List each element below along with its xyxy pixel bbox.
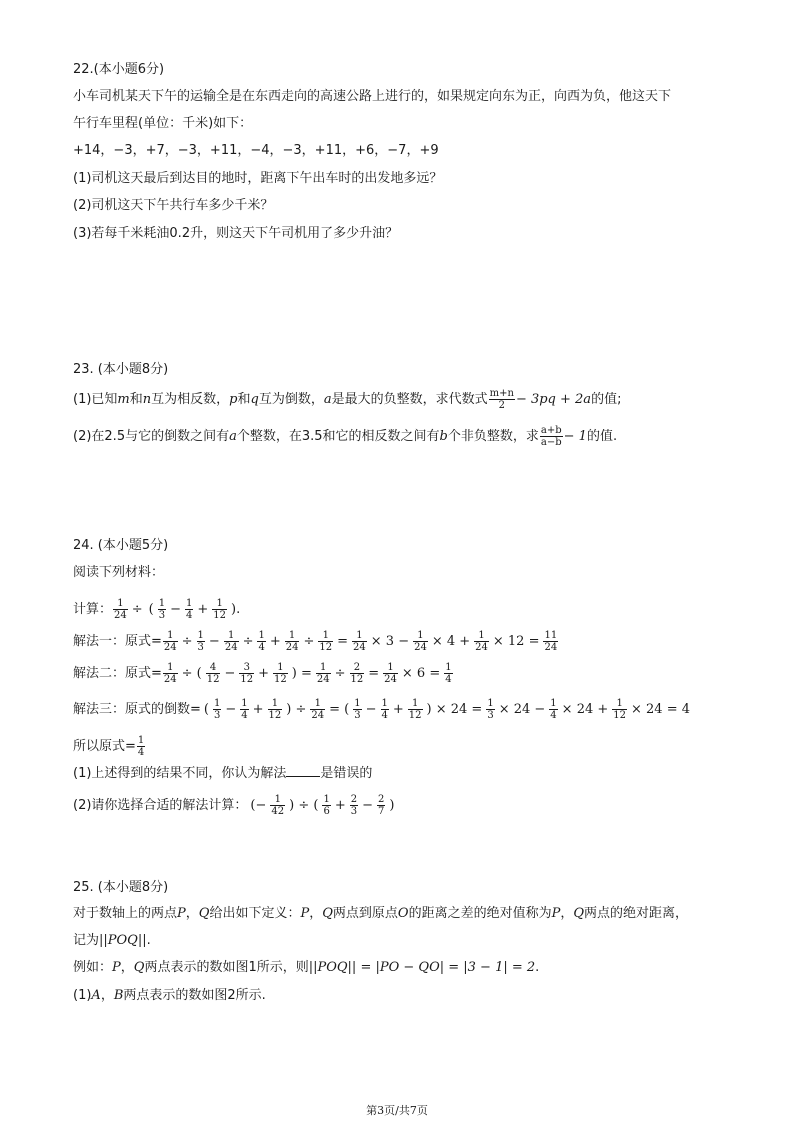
- q22-text-line2: 午行车里程(单位：千米)如下：: [73, 116, 253, 131]
- q24-calc-expression: 计算： $\frac{1}{24}$ ÷ ( $\frac{1}{3}$ − $\frac{1}{4}$ + $\frac{1}{12}$ ).: [73, 598, 241, 621]
- q24-part1: (1)上述得到的结果不同，你认为解法 是错误的: [73, 766, 373, 781]
- q22-heading: 22.(本小题6分): [73, 62, 165, 77]
- q25-definition-line2: 记为||POQ||.: [73, 933, 151, 948]
- q24-conclusion: 所以原式= $\frac{1}{4}$: [73, 735, 145, 758]
- q23-part2: (2)在2.5与它的倒数之间有a个整数，在3.5和它的相反数之间有b个非负整数，求 $\frac{a+b}{a-b}$ − 1的值.: [73, 425, 618, 448]
- q25-part1: (1)A，B两点表示的数如图2所示.: [73, 988, 266, 1003]
- q22-part2: (2)司机这天下午共行车多少千米？: [73, 198, 274, 213]
- q25-heading: 25. (本小题8分): [73, 880, 169, 895]
- q23-fraction-m-plus-n-over-2: $\frac{m+n}{2}$: [489, 388, 514, 411]
- q24-method1: 解法一：原式= $\frac{1}{24}$ ÷ $\frac{1}{3}$ − $\frac{1}{24}$ ÷ $\frac{1}{4}$ + $\frac{1}{24}$ ÷ $\frac{1}{12}$ = $\frac{1}{24}$ × 3 − $\frac{1}{24}$ × 4 + $\frac{1}{24}$ × 12 = $\frac{11}{24}$: [73, 630, 558, 653]
- q23-heading: 23. (本小题8分): [73, 362, 169, 377]
- q22-part3: (3)若每千米耗油0.2升，则这天下午司机用了多少升油？: [73, 226, 399, 241]
- q24-intro: 阅读下列材料：: [73, 565, 165, 580]
- q22-mileage-list: +14，−3，+7，−3，+11，−4，−3，+11，+6，−7，+9: [73, 143, 439, 158]
- q22-text-line1: 小车司机某天下午的运输全是在东西走向的高速公路上进行的，如果规定向东为正，向西为负，他这天下: [73, 89, 672, 104]
- q24-part2: (2)请你选择合适的解法计算： (− $\frac{1}{42}$ ) ÷ ( $\frac{1}{6}$ + $\frac{2}{3}$ − $\frac{2}{7}$ ): [73, 794, 395, 817]
- answer-blank: [286, 764, 320, 777]
- q24-heading: 24. (本小题5分): [73, 538, 169, 553]
- q24-method2: 解法二：原式= $\frac{1}{24}$ ÷ ( $\frac{4}{12}$ − $\frac{3}{12}$ + $\frac{1}{12}$ ) = $\frac{1}{24}$ ÷ $\frac{2}{12}$ = $\frac{1}{24}$ × 6 = $\frac{1}{4}$: [73, 662, 452, 685]
- q22-part1: (1)司机这天最后到达目的地时，距离下午出车时的出发地多远？: [73, 171, 443, 186]
- q24-method3: 解法三：原式的倒数= ( $\frac{1}{3}$ − $\frac{1}{4}$ + $\frac{1}{12}$ ) ÷ $\frac{1}{24}$ = ( $\frac{1}{3}$ − $\frac{1}{4}$ + $\frac{1}{12}$ ) × 24 = $\frac{1}{3}$ × 24 − $\frac{1}{4}$ × 24 + $\frac{1}{12}$ × 24 = 4: [73, 698, 690, 721]
- q25-definition-line1: 对于数轴上的两点P，Q给出如下定义：P，Q两点到原点O的距离之差的绝对值称为P，Q两点的绝对距离，: [73, 906, 689, 921]
- q25-example: 例如：P，Q两点表示的数如图1所示，则||POQ|| = |PO − QO| = |3 − 1| = 2.: [73, 960, 540, 975]
- q23-fraction-a-plus-b-over-a-minus-b: $\frac{a+b}{a-b}$: [540, 425, 562, 448]
- q23-part1: (1)已知m和n互为相反数，p和q互为倒数，a是最大的负整数，求代数式 $\frac{m+n}{2}$ − 3pq + 2a的值;: [73, 388, 622, 411]
- page-number-footer: 第3页/共7页: [366, 1104, 428, 1117]
